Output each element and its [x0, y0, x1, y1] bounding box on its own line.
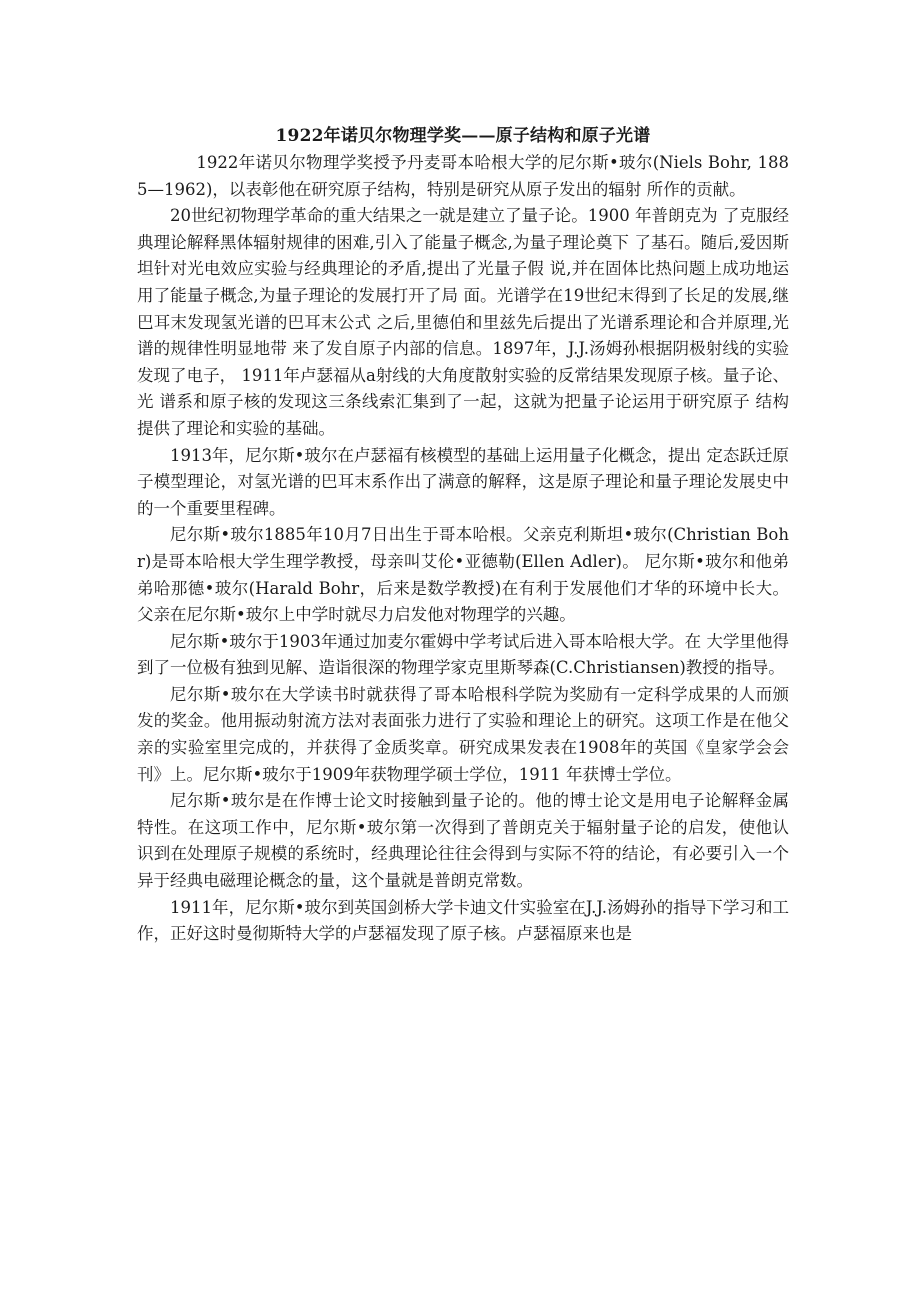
paragraph-birth-family: 尼尔斯•玻尔1885年10月7日出生于哥本哈根。父亲克利斯坦•玻尔(Christian Bohr)是哥本哈根大学生理学教授，母亲叫艾伦•亚德勒(Ellen Adler)。 尼尔斯•玻尔和他弟弟哈那德•玻尔(Harald Bohr，后来是数学教授)在有利于发展他们才华的环境中长大。父亲在尼尔斯•玻尔上中学时就尽力启发他对物理学的兴趣。	[137, 525, 789, 625]
document-title: 1922年诺贝尔物理学奖——原子结构和原子光谱	[275, 126, 651, 146]
paragraph-doctoral-thesis: 尼尔斯•玻尔是在作博士论文时接触到量子论的。他的博士论文是用电子论解释金属特性。在这项工作中，尼尔斯•玻尔第一次得到了普朗克关于辐射量子论的启发，使他认识到在处理原子规模的系统时，经典理论往往会得到与实际不符的结论，有必要引入一个异于经典电磁理论概念的量，这个量就是普朗克常数。	[137, 791, 789, 891]
paragraph-cambridge: 1911年，尼尔斯•玻尔到英国剑桥大学卡迪文什实验室在J.J.汤姆孙的指导下学习和工作，正好这时曼彻斯特大学的卢瑟福发现了原子核。卢瑟福原来也是	[137, 897, 789, 944]
paragraph-intro: 1922年诺贝尔物理学奖授予丹麦哥本哈根大学的尼尔斯•玻尔(Niels Bohr, 1885—1962)，以表彰他在研究原子结构，特别是研究从原子发出的辐射 所作的贡献。	[137, 153, 789, 199]
paragraph-university: 尼尔斯•玻尔于1903年通过加麦尔霍姆中学考试后进入哥本哈根大学。在 大学里他得到了一位极有独到见解、造诣很深的物理学家克里斯琴森(C.Christiansen)教授的指导。	[137, 631, 789, 678]
paragraph-early-research: 尼尔斯•玻尔在大学读书时就获得了哥本哈根科学院为奖励有一定科学成果的人而颁发的奖金。他用振动射流方法对表面张力进行了实验和理论上的研究。这项工作是在他父亲的实验室里完成的，并获得了金质奖章。研究成果发表在1908年的英国《皇家学会会刊》上。尼尔斯•玻尔于1909年获物理学硕士学位，1911 年获博士学位。	[137, 684, 789, 784]
document-body	[137, 124, 789, 948]
paragraph-bohr-model: 1913年，尼尔斯•玻尔在卢瑟福有核模型的基础上运用量子化概念，提出 定态跃迁原子模型理论，对氢光谱的巴耳末系作出了满意的解释，这是原子理论和量子理论发展史中的一个重要里程碑。	[137, 445, 789, 518]
paragraph-quantum-background: 20世纪初物理学革命的重大结果之一就是建立了量子论。1900 年普朗克为 了克服经典理论解释黑体辐射规律的困难,引入了能量子概念,为量子理论奠下 了基石。随后,爱因斯坦针对光电效应实验与经典理论的矛盾,提出了光量子假 说,并在固体比热问题上成功地运用了能量子概念,为量子理论的发展打开了局 面。光谱学在19世纪末得到了长足的发展,继巴耳末发现氢光谱的巴耳末公式 之后,里德伯和里兹先后提出了光谱系理论和合并原理,光谱的规律性明显地带 来了发自原子内部的信息。1897年，J.J.汤姆孙根据阴极射线的实验发现了电子， 1911年卢瑟福从a射线的大角度散射实验的反常结果发现原子核。量子论、光 谱系和原子核的发现这三条线索汇集到了一起，这就为把量子论运用于研究原子 结构提供了理论和实验的基础。	[137, 206, 789, 438]
